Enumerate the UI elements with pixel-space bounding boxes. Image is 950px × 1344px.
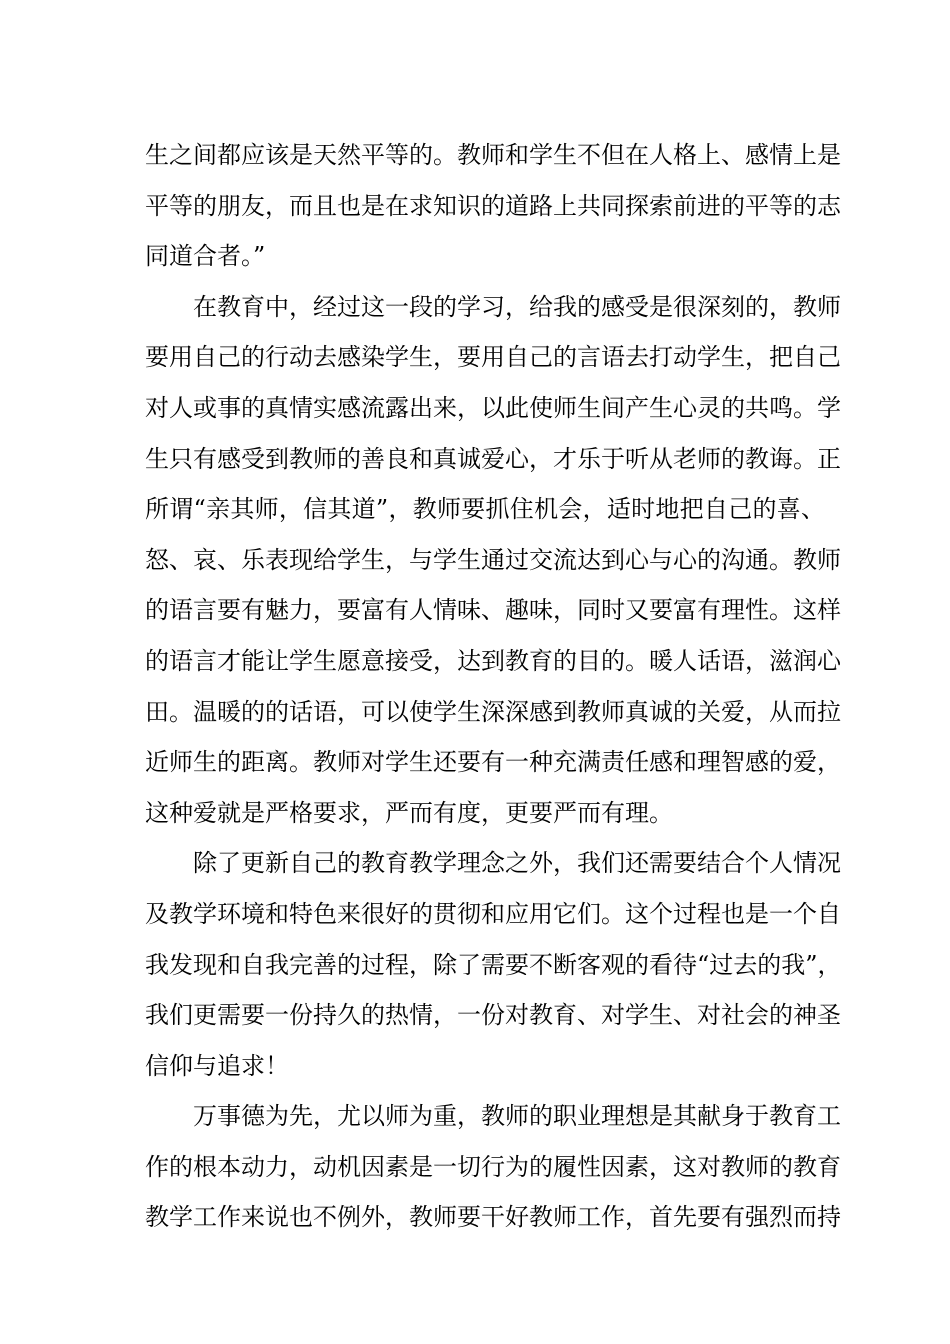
text-line: 所谓“亲其师，信其道”，教师要抓住机会，适时地把自己的喜、: [145, 495, 825, 524]
text-line: 怒、哀、乐表现给学生，与学生通过交流达到心与心的沟通。教师: [145, 545, 841, 574]
text-line: 信仰与追求！: [145, 1051, 289, 1080]
text-line: 对人或事的真情实感流露出来，以此使师生间产生心灵的共鸣。学: [145, 393, 841, 422]
text-line: 的语言才能让学生愿意接受，达到教育的目的。暖人话语，滋润心: [145, 646, 841, 675]
text-line: 我们更需要一份持久的热情，一份对教育、对学生、对社会的神圣: [145, 1001, 841, 1030]
paragraph-2: [145, 282, 841, 839]
text-line: 这种爱就是严格要求，严而有度，更要严而有理。: [145, 798, 673, 827]
text-line: 的语言要有魅力，要富有人情味、趣味，同时又要富有理性。这样: [145, 596, 841, 625]
paragraph-4: [145, 1091, 841, 1243]
text-line: 生只有感受到教师的善良和真诚爱心，才乐于听从老师的教诲。正: [145, 444, 841, 473]
text-line: 除了更新自己的教育教学理念之外，我们还需要结合个人情况: [145, 849, 841, 878]
document-body: [145, 130, 842, 1243]
text-line: 同道合者。”: [145, 242, 266, 271]
text-line: 田。温暖的的话语，可以使学生深深感到教师真诚的关爱，从而拉: [145, 697, 841, 726]
text-line: 万事德为先，尤以师为重，教师的职业理想是其献身于教育工: [145, 1102, 841, 1131]
text-line: 教学工作来说也不例外，教师要干好教师工作，首先要有强烈而持: [145, 1203, 841, 1232]
text-line: 要用自己的行动去感染学生，要用自己的言语去打动学生，把自己: [145, 343, 841, 372]
paragraph-1: [145, 130, 841, 282]
text-line: 在教育中，经过这一段的学习，给我的感受是很深刻的，教师: [145, 292, 841, 321]
text-line: 平等的朋友，而且也是在求知识的道路上共同探索前进的平等的志: [145, 191, 841, 220]
text-line: 作的根本动力，动机因素是一切行为的履性因素，这对教师的教育: [145, 1152, 841, 1181]
paragraph-3: [145, 838, 842, 1091]
text-line: 我发现和自我完善的过程，除了需要不断客观的看待“过去的我”，: [145, 950, 842, 979]
text-line: 生之间都应该是天然平等的。教师和学生不但在人格上、感情上是: [145, 141, 841, 169]
text-line: 近师生的距离。教师对学生还要有一种充满责任感和理智感的爱，: [145, 748, 841, 777]
text-line: 及教学环境和特色来很好的贯彻和应用它们。这个过程也是一个自: [145, 899, 841, 928]
